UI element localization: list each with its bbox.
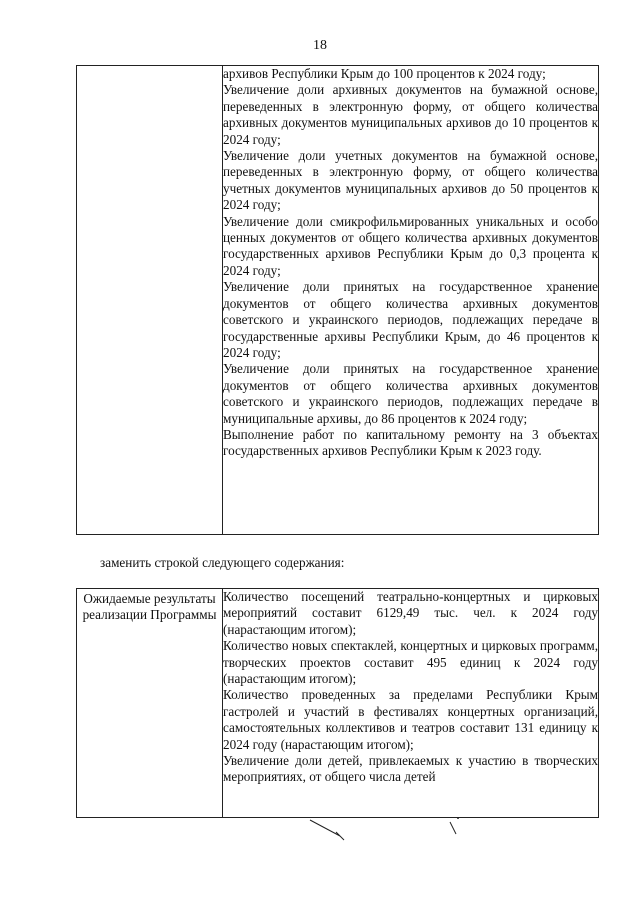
list-item: Увеличение доли детей, привлекаемых к участию в творческих мероприятиях, от общего числа детей — [223, 753, 598, 785]
programme-table-new-row — [76, 588, 599, 818]
page-number: 18 — [313, 38, 327, 53]
list-item: Количество новых спектаклей, концертных и цирковых программ, творческих проектов составит 495 единиц к 2024 году (нарастающим итогом); — [223, 638, 598, 687]
list-item: Увеличение доли смикрофильмированных уникальных и особо ценных документов от общего количества архивных документов государственных архивов Республики Крым до 0,3 процента к 2024 году; — [223, 213, 598, 278]
programme-table-old-row — [76, 65, 599, 535]
list-item: Увеличение доли принятых на государственное хранение документов от общего количества архивных документов советского и украинского периодов, подлежащих передаче в государственные архивы Республики Крым, до 46 процентов к 2024 году; — [223, 279, 598, 360]
list-item: Количество проведенных за пределами Республики Крым гастролей и участий в фестивалях концертных организаций, самостоятельных коллективов и театров составит 131 единицу к 2024 году (нарастающим итогом); — [223, 687, 598, 752]
row-label — [77, 66, 222, 68]
list-item: Выполнение работ по капитальному ремонту на 3 объектах государственных архивов Республики Крым к 2023 году. — [223, 426, 598, 459]
content-cell — [223, 589, 599, 818]
replacement-intro-text: заменить строкой следующего содержания: — [100, 555, 345, 570]
list-item: Увеличение доли принятых на государственное хранение документов от общего количества архивных документов советского и украинского периодов, подлежащих передаче в муниципальные архивы, до 86 процентов к 2024 году; — [223, 361, 598, 426]
list-item: архивов Республики Крым до 100 процентов к 2024 году; — [223, 66, 546, 81]
content-cell — [223, 66, 599, 535]
list-item: Увеличение доли архивных документов на бумажной основе, переведенных в электронную форму, от общего количества архивных документов муниципальных архивов до 10 процентов к 2024 году; — [223, 82, 598, 147]
table-row — [77, 66, 599, 535]
table-row — [77, 589, 599, 818]
list-item: Увеличение доли учетных документов на бумажной основе, переведенных в электронную форму, от общего количества учетных документов муниципальных архивов до 50 процентов к 2024 году; — [223, 148, 598, 213]
list-item: Количество посещений театрально-концертных и цирковых мероприятий составит 6129,49 тыс. чел. к 2024 году (нарастающим итогом); — [223, 589, 598, 637]
label-cell — [77, 66, 223, 535]
row-label: Ожидаемые результаты реализации Программы — [82, 591, 217, 623]
pen-mark — [300, 812, 500, 842]
label-cell — [77, 589, 223, 818]
